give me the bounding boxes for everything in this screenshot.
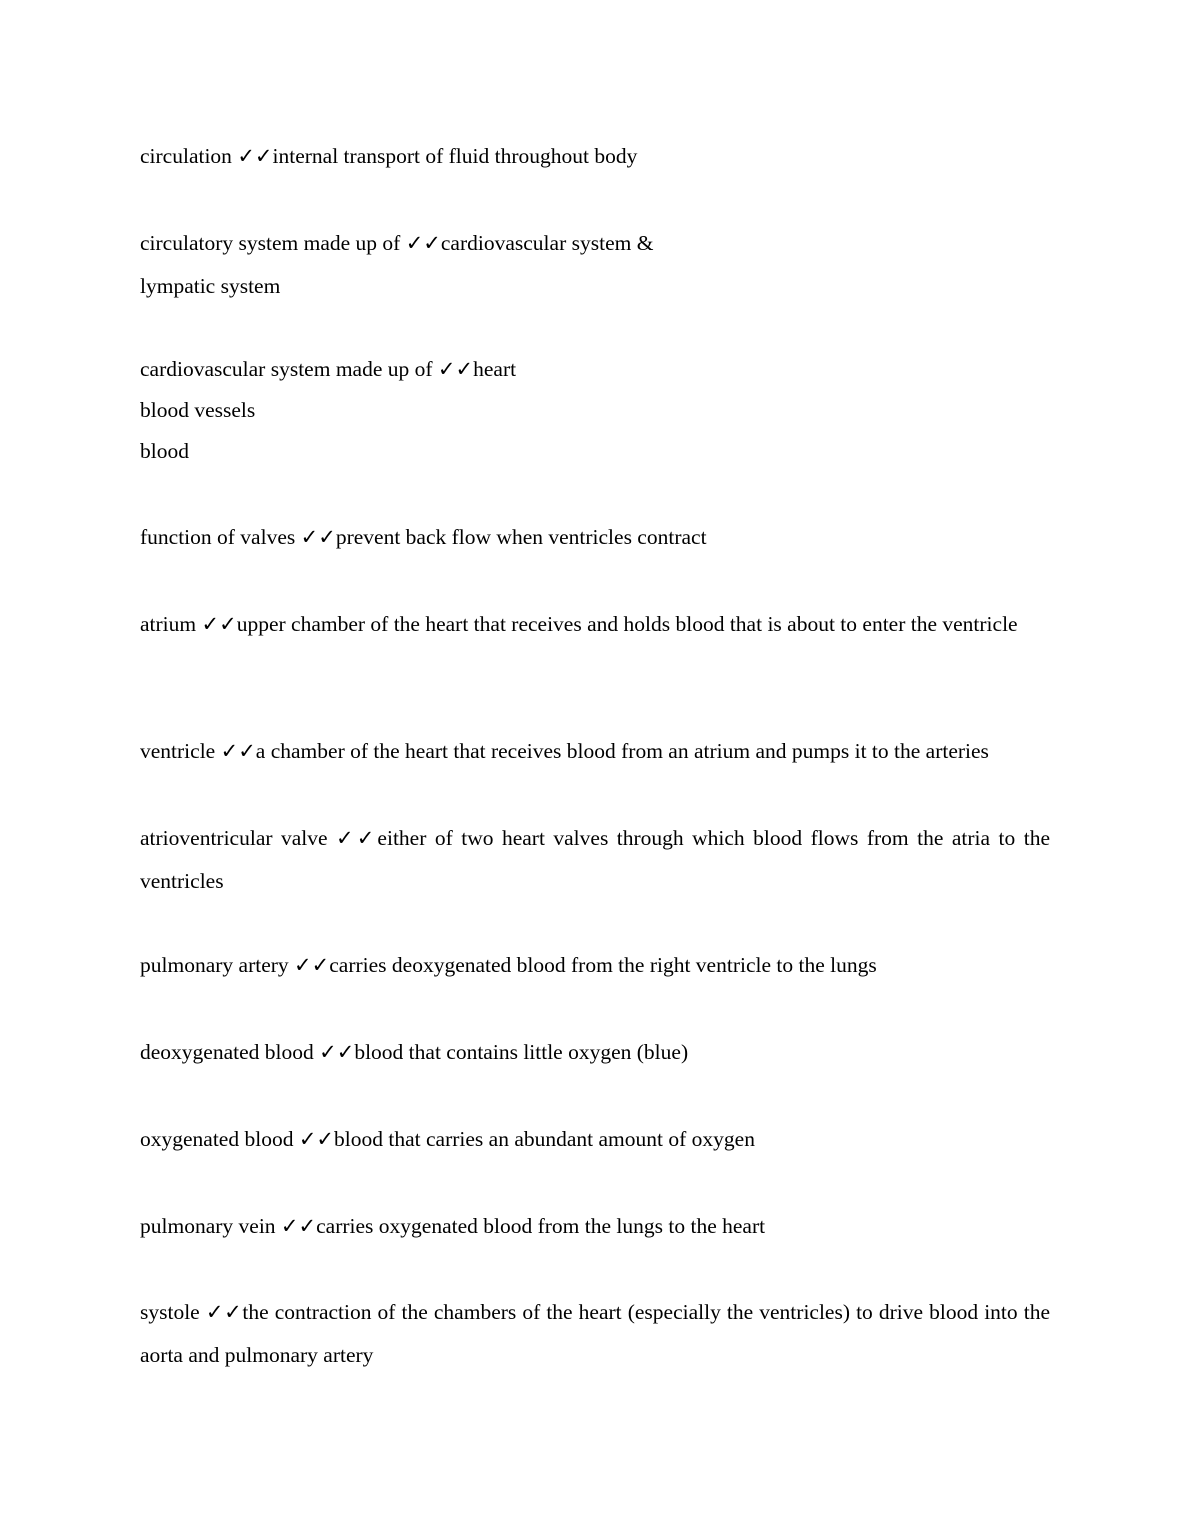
double-check-icon: ✓✓: [437, 357, 474, 381]
entry-pulmonary-vein: [140, 1205, 1050, 1248]
entry-line: [140, 944, 1050, 987]
entry-line: [140, 1031, 1050, 1074]
entry-atrioventricular-valve: [140, 817, 1050, 903]
double-check-icon: ✓✓: [280, 1214, 317, 1238]
double-check-icon: ✓✓: [405, 231, 441, 255]
term: atrium: [140, 612, 202, 636]
entry-function-of-valves: [140, 516, 1050, 559]
definition: a chamber of the heart that receives blood from an atrium and pumps it to the arteries: [255, 739, 989, 763]
entry-line: [140, 1205, 1050, 1248]
double-check-icon: ✓✓: [300, 525, 336, 549]
definition: the contraction of the chambers of the heart (especially the ventricles) to drive blood into the aorta and pulmonary artery: [140, 1300, 1050, 1367]
definition: internal transport of fluid throughout body: [272, 144, 638, 168]
double-check-icon: ✓✓: [298, 1127, 335, 1151]
double-check-icon: ✓✓: [201, 612, 237, 636]
double-check-icon: ✓✓: [205, 1300, 243, 1324]
definition: either of two heart valves through which blood flows from the atria to the ventricles: [140, 826, 1050, 893]
entry-line: [140, 1291, 1050, 1377]
continuation-line: blood: [140, 439, 189, 463]
entry-line: [140, 349, 1050, 390]
definition: heart: [473, 357, 517, 381]
entry-systole: [140, 1291, 1050, 1377]
definition: carries deoxygenated blood from the right ventricle to the lungs: [329, 953, 877, 977]
entry-line: [140, 516, 1050, 559]
double-check-icon: ✓✓: [294, 953, 330, 977]
definition: blood that contains little oxygen (blue): [354, 1040, 689, 1064]
entry-line: [140, 817, 1050, 903]
entry-circulation: [140, 135, 1050, 178]
entry-line: [140, 222, 1050, 265]
entry-line: [140, 135, 1050, 178]
entry-circulatory-system: [140, 222, 1050, 308]
entry-line: [140, 1118, 1050, 1161]
double-check-icon: ✓✓: [237, 144, 273, 168]
term: systole: [140, 1300, 206, 1324]
double-check-icon: ✓✓: [319, 1040, 355, 1064]
term: oxygenated blood: [140, 1127, 299, 1151]
continuation-line: blood vessels: [140, 398, 256, 422]
entry-line: [140, 730, 1050, 773]
term: atrioventricular valve: [140, 826, 337, 850]
definition: blood that carries an abundant amount of oxygen: [334, 1127, 755, 1151]
definition: carries oxygenated blood from the lungs to the heart: [316, 1214, 766, 1238]
term: function of valves: [140, 525, 301, 549]
double-check-icon: ✓✓: [220, 739, 256, 763]
term: circulatory system made up of: [140, 231, 406, 255]
term: cardiovascular system made up of: [140, 357, 438, 381]
entry-line: [140, 603, 1050, 646]
entry-atrium: [140, 603, 1050, 646]
term: deoxygenated blood: [140, 1040, 320, 1064]
term: ventricle: [140, 739, 221, 763]
definition: upper chamber of the heart that receives and holds blood that is about to enter the ventricle: [236, 612, 1018, 636]
entry-deoxygenated-blood: [140, 1031, 1050, 1074]
definition: cardiovascular system &: [440, 231, 654, 255]
entry-oxygenated-blood: [140, 1118, 1050, 1161]
definition: prevent back flow when ventricles contract: [335, 525, 707, 549]
term: pulmonary artery: [140, 953, 295, 977]
term: pulmonary vein: [140, 1214, 281, 1238]
entry-ventricle: [140, 730, 1050, 773]
entry-cardiovascular-system: [140, 349, 1050, 472]
double-check-icon: ✓✓: [336, 826, 378, 850]
continuation-line: lympatic system: [140, 274, 281, 298]
term: circulation: [140, 144, 238, 168]
entry-pulmonary-artery: [140, 944, 1050, 987]
